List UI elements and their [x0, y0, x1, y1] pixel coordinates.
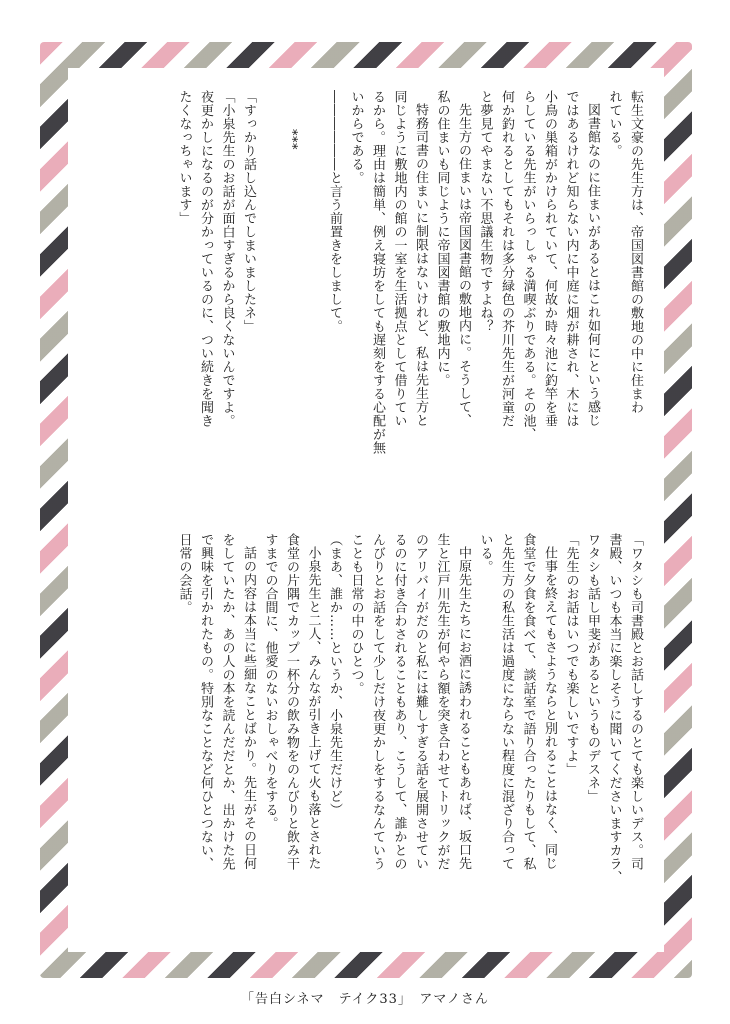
- text-line: 小泉先生と二人、みんなが引き上げて火も落とされた: [305, 546, 321, 870]
- text-line: らしている先生がいらっしゃる満喫ぶりである。その池、: [520, 90, 536, 441]
- text-line: 生と江戸川先生が何やら額を突き合わせてトリックがだ: [434, 533, 450, 871]
- text-line: 中原先生たちにお酒に誘われることもあれば、坂口先: [456, 546, 471, 870]
- text-line: いる。: [477, 533, 493, 574]
- text-line: 「先生のお話はいつでも楽しいですよ」: [563, 533, 579, 776]
- upper-text-block: [86, 90, 646, 498]
- text-line: すまでの合間に、他愛のないおしゃべりをする。: [262, 533, 278, 830]
- text-line: 小鳥の巣箱がかけられていて、何故か時々池に釣竿を垂: [542, 90, 557, 428]
- text-line: 食堂の片隅でカップ一杯分の飲み物をのんびりと飲み干: [284, 533, 299, 871]
- text-line: ワタシも話し甲斐があるというものデスネ」: [585, 533, 600, 803]
- text-line: 私の住まいも同じように帝国図書館の敷地内に。: [434, 90, 450, 387]
- text-line: をしていたか、あの人の本を読んだだとか、出かけた先: [219, 533, 235, 871]
- text-line: 「すっかり話し込んでしまいましたネ」: [241, 90, 256, 333]
- text-line: 書殿、いつも本当に楽しそうに聞いてくださいますカラ、: [606, 533, 622, 884]
- text-line: るのに付き合わされることもあり、こうして、誰かとの: [391, 533, 407, 871]
- text-line: ではあるけれど知らない内に中庭に畑が耕され、木には: [563, 90, 579, 428]
- text-line: 日常の会話。: [176, 533, 192, 614]
- text-line: 「ワタシも司書殿とお話しするのとても楽しいデス。司: [628, 533, 643, 871]
- text-line: 転生文豪の先生方は、帝国図書館の敷地の中に住まわ: [628, 90, 643, 414]
- scene-break: ***: [284, 129, 299, 150]
- text-line: るから。理由は簡単、例え寝坊をしても遅刻をする心配が無: [370, 90, 385, 455]
- text-line: たくなっちゃいます」: [176, 90, 192, 225]
- text-line: で興味を引かれたもの。特別なことなど何ひとつない、: [198, 533, 213, 871]
- text-line: （まあ、誰か……というか、小泉先生だけど）: [327, 533, 342, 817]
- blank-line: [302, 90, 324, 498]
- text-line: 夜更かしになるのが分かっているのに、つい続きを聞き: [198, 90, 213, 428]
- text-line: ことも日常の中のひとつ。: [348, 533, 364, 695]
- lower-text-block: [86, 533, 646, 933]
- text-line: いからである。: [348, 90, 364, 185]
- text-line: と先生方の私生活は過度にならない程度に混ざり合って: [499, 533, 514, 871]
- text-line: 同じように敷地内の館の一室を生活拠点として借りてい: [391, 90, 407, 428]
- text-line: と夢見てやまない不思議生物ですよね？: [477, 90, 493, 333]
- text-line: 何か釣れるとしてもそれは多分緑色の芥川先生が河童だ: [499, 90, 514, 428]
- text-line: 仕事を終えてもさようならと別れることはなく、同じ: [542, 546, 557, 870]
- text-line: 特務司書の住まいに制限はないけれど、私は先生方と: [413, 103, 428, 427]
- blank-line: [259, 90, 281, 498]
- page-footer-title: 「告白シネマ テイク33」 アマノさん: [240, 992, 490, 1007]
- text-line: 「小泉先生のお話が面白すぎるから良くないんですよ。: [219, 90, 235, 428]
- text-line: 図書館なのに住まいがあるとはこれ如何にという感じ: [585, 103, 600, 427]
- text-line: んびりとお話をして少しだけ夜更かしをするなんていう: [370, 533, 385, 871]
- letter-paper: [68, 68, 664, 952]
- text-line: 話の内容は本当に些細なことばかり。先生がその日何: [241, 546, 256, 870]
- text-line: れている。: [606, 90, 622, 158]
- text-line: 食堂で夕食を食べて、談話室で語り合ったりもして、私: [520, 533, 536, 871]
- text-line: ――――――と言う前置きをしまして。: [327, 90, 342, 333]
- text-line: のアリバイがだのと私には難しすぎる話を展開させてい: [413, 533, 428, 871]
- text-line: 先生方の住まいは帝国図書館の敷地内に。そうして、: [456, 103, 471, 427]
